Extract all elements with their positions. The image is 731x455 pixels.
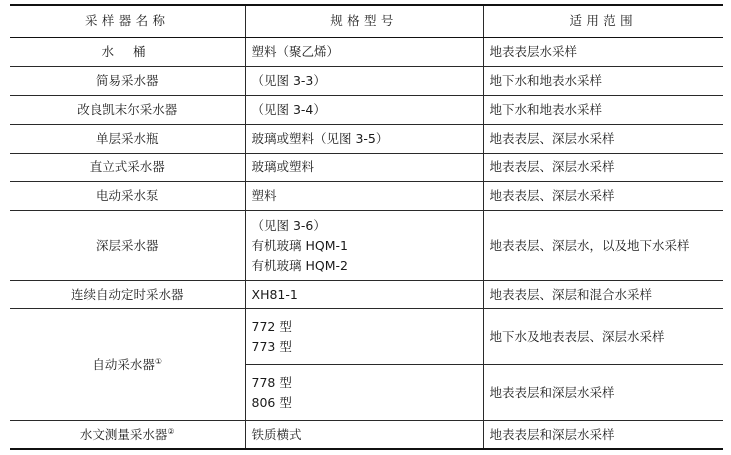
footnote-mark: ① [154,356,163,366]
sampler-table [10,4,723,450]
spec-line: 有机玻璃 HQM-1 [251,237,348,253]
table-row [10,421,723,449]
spec-cell [245,365,483,421]
footnote-mark: ② [167,426,175,436]
range-cell: 地表表层、深层水，以及地下水采样 [483,210,723,280]
spec-line: 有机玻璃 HQM-2 [251,257,348,273]
range-cell: 地表表层水采样 [483,37,723,66]
table-row [10,124,723,153]
spec-cell: 玻璃或塑料（见图 3-5） [245,124,483,153]
sampler-name-cell: 改良凯末尔采水器 [10,95,245,124]
sampler-name-cell: 水 桶 [10,37,245,66]
sampler-name-cell: 简易采水器 [10,66,245,95]
spec-cell: 塑料（聚乙烯） [245,37,483,66]
header-application-range: 适用范围 [483,5,723,37]
spec-line: 806 型 [251,394,292,410]
header-sampler-name: 采样器名称 [10,5,245,37]
sampler-name-cell: 电动采水泵 [10,181,245,210]
spec-cell: 铁质横式 [245,421,483,449]
spec-cell: 玻璃或塑料 [245,153,483,181]
table-header-row [10,5,723,37]
sampler-name-cell [10,421,245,449]
sampler-name-cell: 直立式采水器 [10,153,245,181]
spec-line: 778 型 [251,374,292,390]
range-cell: 地下水和地表水采样 [483,66,723,95]
header-spec-model: 规格型号 [245,5,483,37]
spec-cell [245,210,483,280]
range-cell: 地表表层和深层水采样 [483,365,723,421]
spec-line: （见图 3-6） [251,217,326,233]
sampler-name-cell: 连续自动定时采水器 [10,281,245,309]
table-row [10,66,723,95]
range-cell: 地表表层、深层水采样 [483,181,723,210]
sampler-name-cell: 单层采水瓶 [10,124,245,153]
table-row [10,37,723,66]
table-row [10,281,723,309]
range-cell: 地表表层、深层和混合水采样 [483,281,723,309]
spec-cell: （见图 3-4） [245,95,483,124]
spec-line: 773 型 [251,338,292,354]
spec-cell: （见图 3-3） [245,66,483,95]
sampler-name-cell [10,309,245,421]
spec-cell: XH81-1 [245,281,483,309]
table-row [10,153,723,181]
table-row [10,309,723,365]
range-cell: 地表表层、深层水采样 [483,124,723,153]
range-cell: 地表表层和深层水采样 [483,421,723,449]
sampler-name-text: 自动采水器 [92,356,155,372]
spec-cell [245,309,483,365]
table-row [10,210,723,280]
table-row [10,181,723,210]
range-cell: 地下水和地表水采样 [483,95,723,124]
table-row [10,95,723,124]
sampler-name-cell: 深层采水器 [10,210,245,280]
range-cell: 地下水及地表表层、深层水采样 [483,309,723,365]
range-cell: 地表表层、深层水采样 [483,153,723,181]
spec-cell: 塑料 [245,181,483,210]
spec-line: 772 型 [251,318,292,334]
sampler-name-text: 水文测量采水器 [79,426,168,442]
